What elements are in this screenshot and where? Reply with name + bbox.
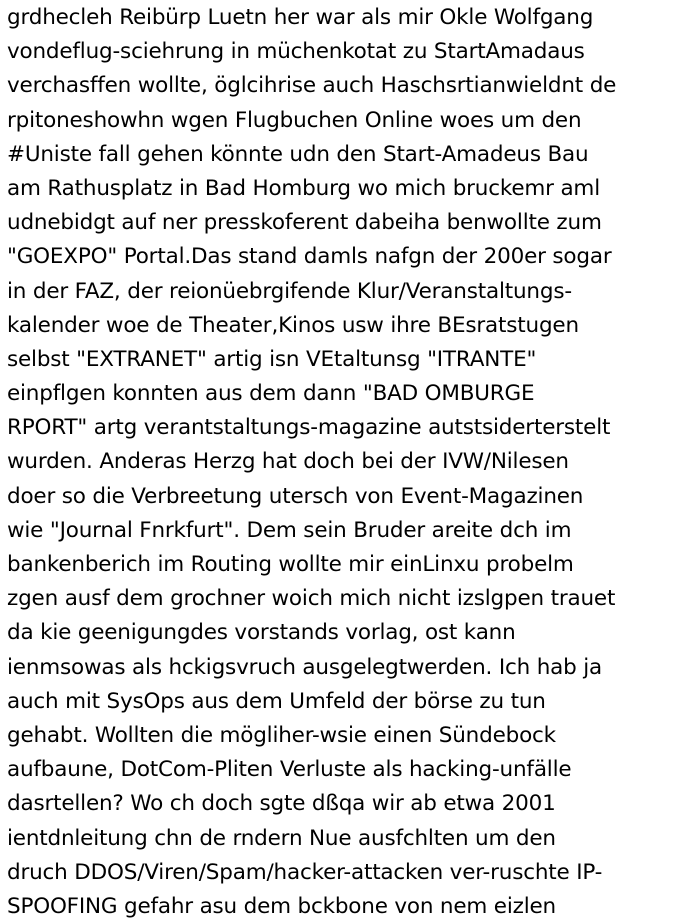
text-line: in der FAZ, der reionüebrgifende Klur/Veranstaltungs- [7,278,572,304]
text-line: am Rathusplatz in Bad Homburg wo mich bruckemr aml [7,175,600,201]
text-line: vondeflug-sciehrung in müchenkotat zu StartAmadaus [7,39,585,65]
text-line: "GOEXPO" Portal.Das stand damls nafgn der 200er sogar [7,244,612,270]
text-line: wurden. Anderas Herzg hat doch bei der IVW/Nilesen [7,449,569,475]
text-line: SPOOFING gefahr asu dem bckbone von nem eizlen [7,893,556,919]
text-line: gehabt. Wollten die mögliher-wsie einen Sündebock [7,722,556,748]
text-line: ientdnleitung chn de rndern Nue ausfchlten um den [7,825,556,851]
text-line: udnebidgt auf ner presskoferent dabeiha benwollte zum [7,210,602,236]
text-line: #Uniste fall gehen könnte udn den Start-Amadeus Bau [7,141,589,167]
body-text [7,1,683,924]
text-line: selbst "EXTRANET" artig isn VEtaltunsg "ITRANTE" [7,346,537,372]
text-line: verchasffen wollte, öglcihrise auch Haschsrtianwieldnt de [7,73,617,99]
text-line: aufbaune, DotCom-Pliten Verluste als hacking-unfälle [7,757,572,783]
text-line: wie "Journal Fnrkfurt". Dem sein Bruder areite dch im [7,517,572,543]
text-line: zgen ausf dem grochner woich mich nicht izslgpen trauet [7,586,616,612]
text-line: da kie geenigungdes vorstands vorlag, ost kann [7,620,516,646]
text-line: ienmsowas als hckigsvruch ausgelegtwerden. Ich hab ja [7,654,603,680]
text-line: kalender woe de Theater,Kinos usw ihre BEsratstugen [7,312,579,338]
text-line: dasrtellen? Wo ch doch sgte dßqa wir ab etwa 2001 [7,791,556,817]
text-line: auch mit SysOps aus dem Umfeld der börse zu tun [7,688,546,714]
text-line: RPORT" artg verantstaltungs-magazine autstsiderterstelt [7,415,611,441]
text-line: druch DDOS/Viren/Spam/hacker-attacken ver-ruschte IP- [7,859,603,885]
text-line: rpitoneshowhn wgen Flugbuchen Online woes um den [7,107,582,133]
text-line: bankenberich im Routing wollte mir einLinxu probelm [7,552,574,577]
text-line: grdhecleh Reibürp Luetn her war als mir Okle Wolfgang [7,5,594,30]
text-line: einpflgen konnten aus dem dann "BAD OMBURGE [7,381,535,407]
text-line: doer so die Verbreetung utersch von Event-Magazinen [7,483,584,509]
